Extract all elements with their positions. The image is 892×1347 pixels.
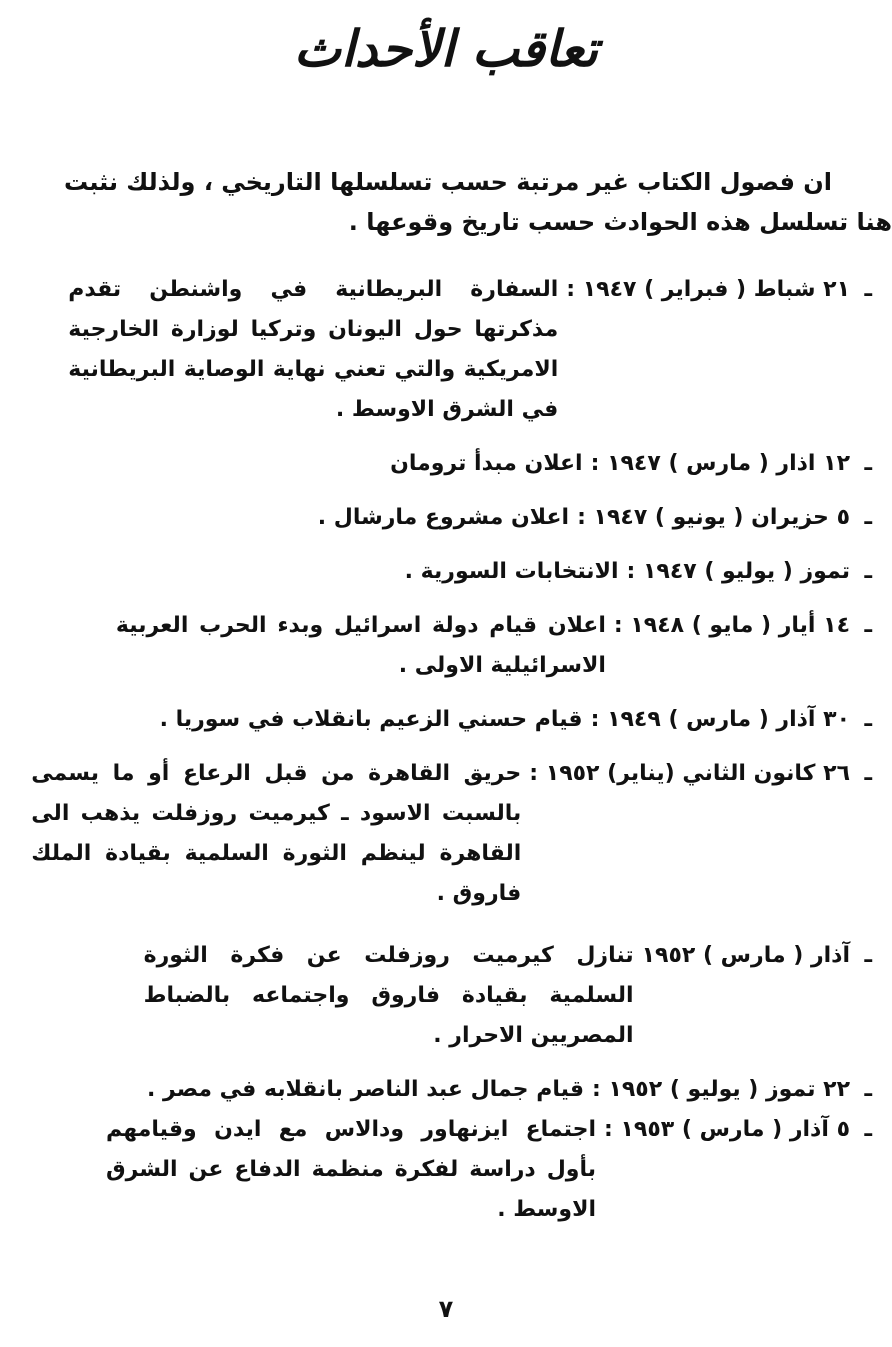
page-number: ٧ — [438, 1295, 454, 1323]
entry-description: اعلان مبدأ ترومان — [390, 451, 583, 476]
entry-dash: ـ — [864, 707, 872, 732]
entry-dash: ـ — [864, 1117, 872, 1142]
entry-date: ٢٦ كانون الثاني (يناير) ١٩٥٢ : — [529, 761, 850, 786]
timeline-entry — [10, 1070, 872, 1110]
entry-dash: ـ — [864, 613, 872, 638]
entry-description: قيام جمال عبد الناصر بانقلابه في مصر . — [147, 1077, 584, 1102]
entry-date: تموز ( يوليو ) ١٩٤٧ : — [626, 559, 850, 584]
entry-dash: ـ — [864, 277, 872, 302]
entry-date: ٥ حزيران ( يونيو ) ١٩٤٧ : — [577, 505, 850, 530]
entry-description: قيام حسني الزعيم بانقلاب في سوريا . — [159, 707, 583, 732]
timeline-entry — [10, 444, 872, 484]
entry-date: ١٢ اذار ( مارس ) ١٩٤٧ : — [590, 451, 850, 476]
page-title: تعاقب الأحداث — [293, 19, 599, 78]
entry-dash: ـ — [864, 559, 872, 584]
entry-description: حريق القاهرة من قبل الرعاع أو ما يسمى بالسبت الاسود ـ كيرميت روزفلت يذهب الى القاهرة لينظم الثورة السلمية بقيادة الملك فاروق . — [31, 761, 522, 906]
intro-line-2: هنا تسلسل هذه الحوادث حسب تاريخ وقوعها . — [348, 208, 892, 236]
entry-description: الانتخابات السورية . — [404, 559, 619, 584]
entry-date: آذار ( مارس ) ١٩٥٢ — [641, 943, 850, 968]
timeline-entry — [10, 936, 872, 1056]
timeline-entry — [10, 1110, 872, 1230]
entry-dash: ـ — [864, 451, 872, 476]
timeline-entry — [10, 270, 872, 430]
entry-description: اعلان قيام دولة اسرائيل وبدء الحرب العربية الاسرائيلية الاولى . — [115, 613, 606, 678]
entry-date: ٢١ شباط ( فبراير ) ١٩٤٧ : — [566, 277, 850, 302]
entry-date: ٣٠ آذار ( مارس ) ١٩٤٩ : — [590, 707, 850, 732]
timeline-entry — [10, 754, 872, 914]
entry-dash: ـ — [864, 943, 872, 968]
entry-date: ٥ آذار ( مارس ) ١٩٥٣ : — [604, 1117, 850, 1142]
events-timeline — [10, 270, 872, 1230]
entry-date: ٢٢ تموز ( يوليو ) ١٩٥٢ : — [591, 1077, 850, 1102]
entry-dash: ـ — [864, 1077, 872, 1102]
timeline-entry — [10, 606, 872, 686]
entry-dash: ـ — [864, 505, 872, 530]
entry-description: اعلان مشروع مارشال . — [317, 505, 570, 530]
entry-date: ١٤ أيار ( مايو ) ١٩٤٨ : — [613, 613, 850, 638]
entry-description: تنازل كيرميت روزفلت عن فكرة الثورة السلمية بقيادة فاروق واجتماعه بالضباط المصريين الاحرار . — [143, 943, 634, 1048]
entry-description: اجتماع ايزنهاور ودالاس مع ايدن وقيامهم بأول دراسة لفكرة منظمة الدفاع عن الشرق الاوسط . — [106, 1117, 597, 1222]
intro-line-1: ان فصول الكتاب غير مرتبة حسب تسلسلها التاريخي ، ولذلك نثبت — [63, 168, 832, 196]
entry-description: السفارة البريطانية في واشنطن تقدم مذكرتها حول اليونان وتركيا لوزارة الخارجية الامريكية والتي تعني نهاية الوصاية البريطانية في الشرق الاوسط . — [68, 277, 559, 422]
timeline-entry — [10, 700, 872, 740]
entry-dash: ـ — [864, 761, 872, 786]
intro-paragraph — [20, 162, 892, 242]
timeline-entry — [10, 498, 872, 538]
timeline-entry — [10, 552, 872, 592]
